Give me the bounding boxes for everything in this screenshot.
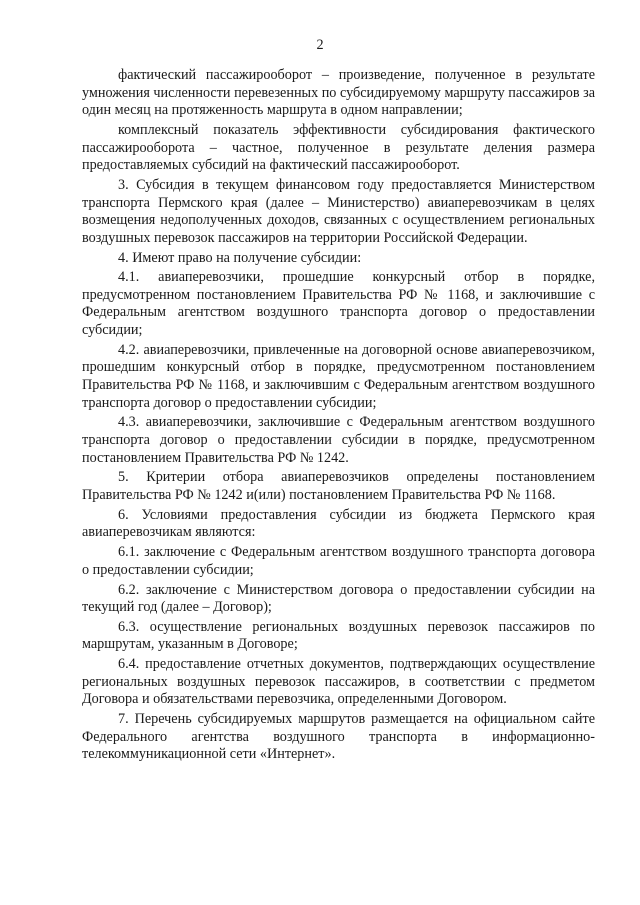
paragraph-definition-efficiency-indicator: комплексный показатель эффективности субсидирования фактического пассажирооборота – частное, полученное в результате деления размера предоставляемых субсидий на фактический пассажирооборот. [82, 121, 595, 174]
paragraph-6-1: 6.1. заключение с Федеральным агентством воздушного транспорта договора о предоставлении субсидии; [82, 544, 595, 578]
paragraph-4-3: 4.3. авиаперевозчики, заключившие с Федеральным агентством воздушного транспорта договор о предоставлении субсидии в порядке, предусмотренном постановлением Правительства РФ № 1242. [82, 414, 595, 466]
paragraph-6-2: 6.2. заключение с Министерством договора о предоставлении субсидии на текущий год (далее – Договор); [82, 581, 595, 616]
paragraph-4-1: 4.1. авиаперевозчики, прошедшие конкурсный отбор в порядке, предусмотренном постановлением Правительства РФ № 1168, и заключившие с Федеральным агентством воздушного транспорта договор о предоставлении субсидии; [82, 269, 595, 339]
document-body [82, 67, 595, 766]
page-number: 2 [316, 37, 324, 53]
paragraph-7-route-list: 7. Перечень субсидируемых маршрутов размещается на официальном сайте Федерального агентства воздушного транспорта в информационно-телекоммуникационной сети «Интернет». [82, 711, 595, 763]
paragraph-6-3: 6.3. осуществление региональных воздушных перевозок пассажиров по маршрутам, указанным в Договоре; [82, 618, 595, 653]
paragraph-6-4: 6.4. предоставление отчетных документов, подтверждающих осуществление региональных воздушных перевозок пассажиров, в соответствии с предметом Договора и обязательствами перевозчика, определенными Договором. [82, 656, 595, 708]
paragraph-5-selection-criteria: 5. Критерии отбора авиаперевозчиков определены постановлением Правительства РФ № 1242 и(или) постановлением Правительства РФ № 1168. [82, 469, 595, 503]
paragraph-4-eligibility: 4. Имеют право на получение субсидии: [118, 249, 362, 266]
paragraph-6-conditions: 6. Условиями предоставления субсидии из бюджета Пермского края авиаперевозчикам являются: [82, 506, 595, 541]
paragraph-3-subsidy-provision: 3. Субсидия в текущем финансовом году предоставляется Министерством транспорта Пермского края (далее – Министерство) авиаперевозчикам в целях возмещения недополученных доходов, связанных с осуществлением региональных воздушных перевозок пассажиров на территории Российской Федерации. [82, 176, 595, 246]
paragraph-4-2: 4.2. авиаперевозчики, привлеченные на договорной основе авиаперевозчиком, прошедшим конкурсный отбор в порядке, предусмотренном постановлением Правительства РФ № 1168, и заключившим с Федеральным агентством воздушного транспорта договор о предоставлении субсидии; [82, 341, 595, 411]
paragraph-definition-passenger-turnover: фактический пассажирооборот – произведение, полученное в результате умножения численности перевезенных по субсидируемому маршруту пассажиров за один месяц на протяженность маршрута в одном направлении; [82, 67, 595, 119]
